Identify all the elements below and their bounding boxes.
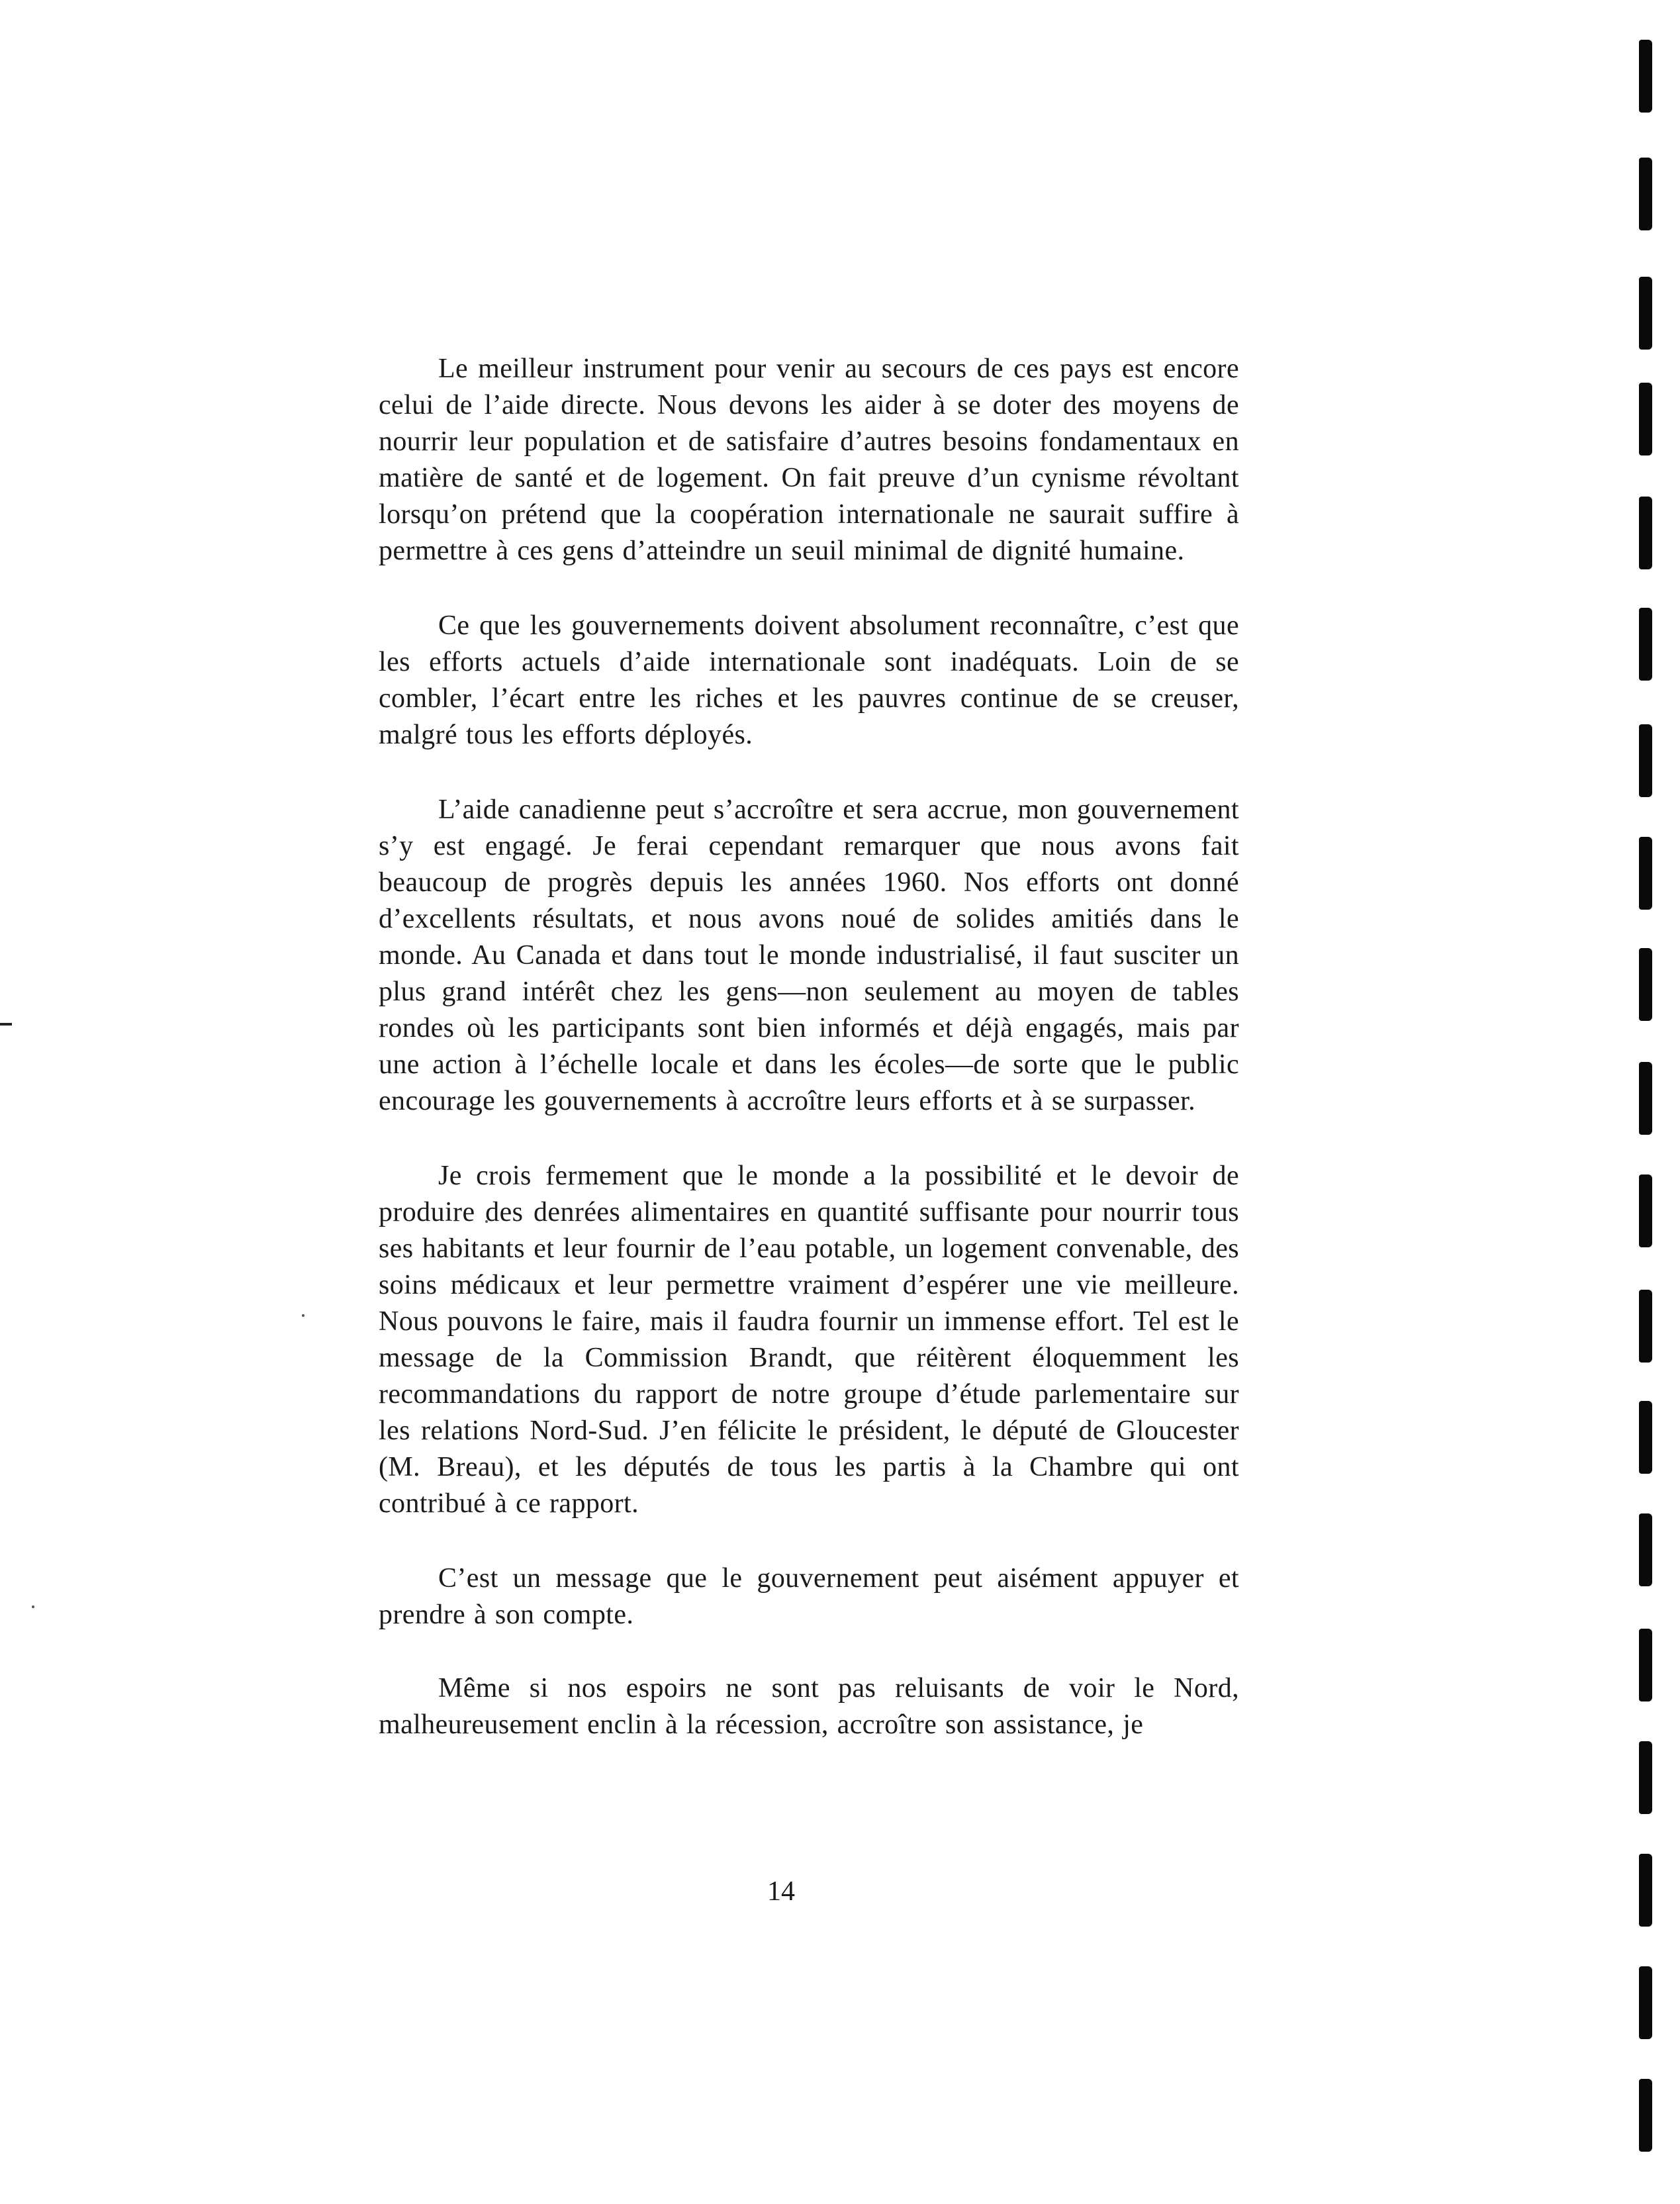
binding-hole xyxy=(1639,948,1652,1021)
binding-hole xyxy=(1639,1513,1652,1586)
paragraph: L’aide canadienne peut s’accroître et sera accrue, mon gouvernement s’y est engagé. Je ferai cependant remarquer que nous avons fait beaucoup de progrès depuis les années 1960. Nos efforts ont donné d’excellents résultats, et nous avons noué de solides amitiés dans le monde. Au Canada et dans tout le monde industrialisé, il faut susciter un plus grand intérêt chez les gens—non seulement au moyen de tables rondes où les participants sont bien informés et déjà engagés, mais par une action à l’échelle locale et dans les écoles—de sorte que le public encourage les gouvernements à accroître leurs efforts et à se surpasser. xyxy=(379,794,1239,1116)
page-number: 14 xyxy=(767,1876,795,1907)
binding-hole xyxy=(1639,158,1652,230)
binding-hole xyxy=(1639,1741,1652,1814)
binding-hole xyxy=(1639,1062,1652,1135)
binding-hole xyxy=(1639,1854,1652,1927)
binding-hole xyxy=(1639,2079,1652,2152)
binding-hole xyxy=(1639,277,1652,350)
scan-speck xyxy=(32,1605,34,1608)
scan-speck xyxy=(302,1314,304,1317)
binding-hole xyxy=(1639,608,1652,681)
paragraph: Le meilleur instrument pour venir au secours de ces pays est encore celui de l’aide directe. Nous devons les aider à se doter des moyens de nourrir leur population et de satisfaire d’autres besoins fondamentaux en matière de santé et de logement. On fait preuve d’un cynisme révoltant lorsqu’on prétend que la coopération internationale ne saurait suffire à permettre à ces gens d’atteindre un seuil minimal de dignité humaine. xyxy=(379,354,1239,566)
binding-hole xyxy=(1639,1290,1652,1363)
binding-hole xyxy=(1639,383,1652,455)
paragraph: Je crois fermement que le monde a la possibilité et le devoir de produire des denrées alimentaires en quantité suffisante pour nourrir tous ses habitants et leur fournir de l’eau potable, un logement convenable, des soins médicaux et leur permettre vraiment d’espérer une vie meilleure. Nous pouvons le faire, mais il faudra fournir un immense effort. Tel est le message de la Commission Brandt, que réitèrent éloquemment les recommandations du rapport de notre groupe d’étude parlementaire sur les relations Nord-Sud. J’en félicite le président, le député de Gloucester (M. Breau), et les députés de tous les partis à la Chambre qui ont contribué à ce rapport. xyxy=(379,1161,1239,1519)
binding-hole xyxy=(1639,1629,1652,1701)
paragraph: Ce que les gouvernements doivent absolument reconnaître, c’est que les efforts actuels d’aide internationale sont inadéquats. Loin de se combler, l’écart entre les riches et les pauvres continue de se creuser, malgré tous les efforts déployés. xyxy=(379,610,1239,750)
binding-hole xyxy=(1639,837,1652,910)
binding-hole xyxy=(1639,1401,1652,1474)
binding-hole xyxy=(1639,1174,1652,1247)
binding-hole xyxy=(1639,497,1652,569)
margin-mark xyxy=(0,1023,12,1026)
body-text xyxy=(379,351,1239,1782)
paragraph: C’est un message que le gouvernement peut aisément appuyer et prendre à son compte. xyxy=(379,1563,1239,1630)
binding-hole xyxy=(1639,40,1652,113)
binding-holes xyxy=(1635,0,1661,2204)
binding-hole xyxy=(1639,1966,1652,2039)
binding-hole xyxy=(1639,724,1652,797)
paragraph: Même si nos espoirs ne sont pas reluisants de voir le Nord, malheureusement enclin à la récession, accroître son assistance, je xyxy=(379,1673,1239,1740)
